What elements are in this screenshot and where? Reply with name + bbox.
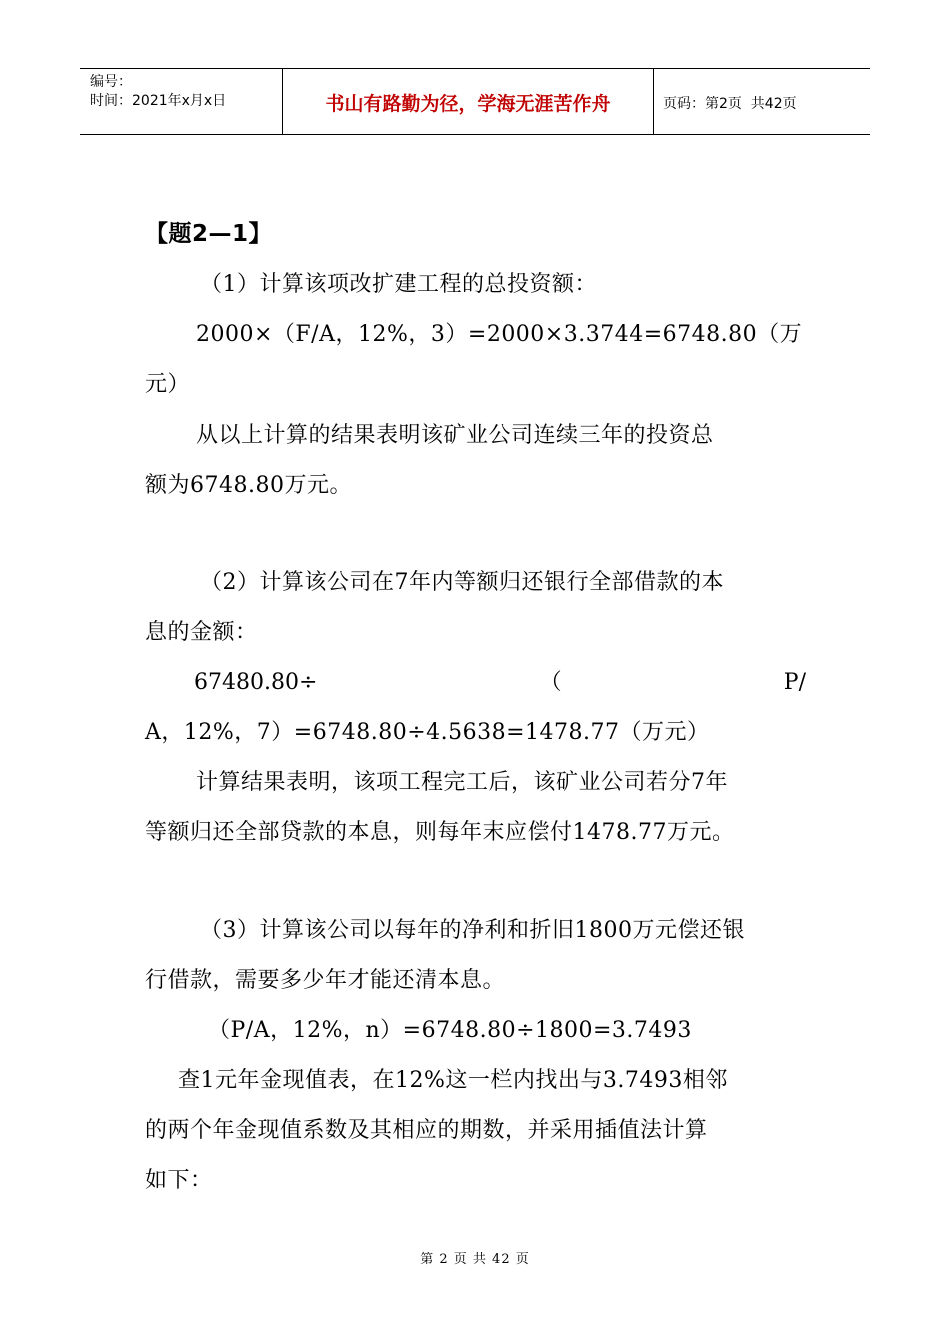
problem-heading: 【题2—1】 xyxy=(145,221,273,247)
part2-result-line1: 计算结果表明，该项工程完工后，该矿业公司若分7年 xyxy=(196,770,728,795)
header-number-label: 编号： xyxy=(90,74,132,90)
part1-title: （1）计算该项改扩建工程的总投资额： xyxy=(200,272,597,297)
part1-result-line1: 从以上计算的结果表明该矿业公司连续三年的投资总 xyxy=(196,423,714,448)
header-time-label: 时间：2021年x月x日 xyxy=(90,93,227,109)
part3-text-line3: 如下： xyxy=(145,1168,213,1193)
header-page-info xyxy=(654,69,870,134)
part3-title-line2: 行借款，需要多少年才能还清本息。 xyxy=(145,968,506,993)
part3-text-line1: 查1元年金现值表，在12%这一栏内找出与3.7493相邻 xyxy=(178,1068,728,1093)
part3-formula: （P/A，12%，n）=6748.80÷1800=3.7493 xyxy=(208,1018,692,1043)
header-motto: 书山有路勤为径，学海无涯苦作舟 xyxy=(283,69,654,134)
part1-result-line2: 额为6748.80万元。 xyxy=(145,473,352,498)
header-page-info-text: 页码：第2页 共42页 xyxy=(663,95,797,112)
header-meta xyxy=(80,69,283,134)
part1-formula-line1: 2000×（F/A，12%，3）=2000×3.3744=6748.80（万 xyxy=(196,322,803,347)
part2-title-line1: （2）计算该公司在7年内等额归还银行全部借款的本 xyxy=(200,570,724,595)
part2-result-line2: 等额归还全部贷款的本息，则每年末应偿付1478.77万元。 xyxy=(145,820,735,845)
part2-formula-part3: P/ xyxy=(783,670,806,695)
part3-text-line2: 的两个年金现值系数及其相应的期数，并采用插值法计算 xyxy=(145,1118,708,1143)
page-header xyxy=(80,68,870,135)
page-footer: 第 2 页 共 42 页 xyxy=(420,1252,530,1267)
part2-formula-line1 xyxy=(194,668,806,698)
part1-formula-line2: 元） xyxy=(145,372,191,397)
part3-title-line1: （3）计算该公司以每年的净利和折旧1800万元偿还银 xyxy=(200,918,745,943)
part2-formula-part1: 67480.80÷ xyxy=(194,670,318,695)
part2-formula-line2: A，12%，7）=6748.80÷4.5638=1478.77（万元） xyxy=(145,720,710,745)
part2-formula-part2: （ xyxy=(539,670,562,695)
part2-title-line2: 息的金额： xyxy=(145,620,258,645)
